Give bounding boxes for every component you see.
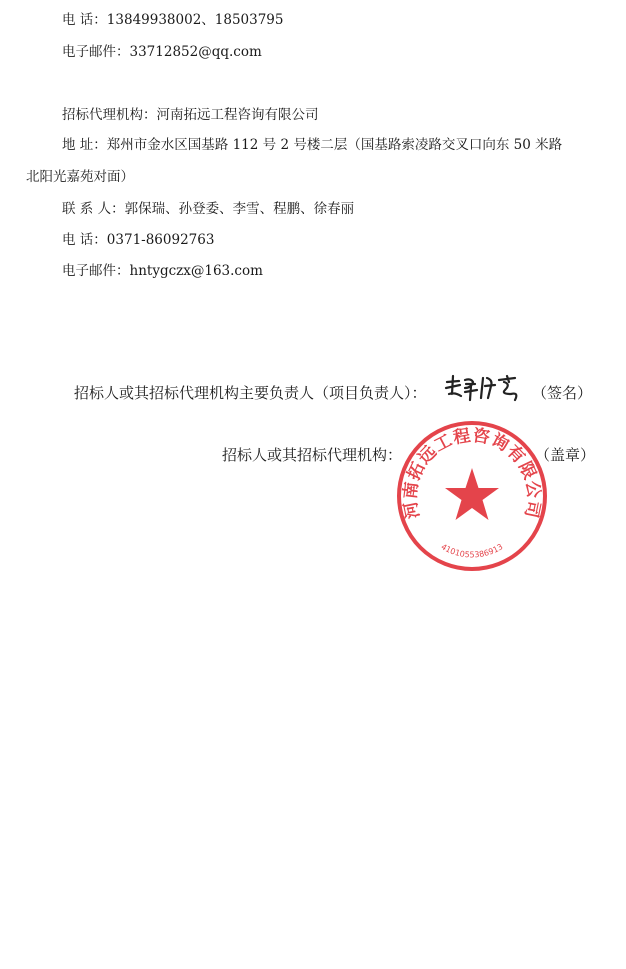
phone-label: 电 话： xyxy=(62,232,107,248)
email-label: 电子邮件： xyxy=(62,263,130,279)
company-seal xyxy=(396,420,548,572)
agency-value: 河南拓远工程咨询有限公司 xyxy=(156,107,319,123)
address-value-line1: 郑州市金水区国基路 112 号 2 号楼二层（国基路索凌路交叉口向东 50 米路 xyxy=(106,137,563,153)
seal-label-line xyxy=(222,446,402,464)
contacts-value: 郭保瑞、孙登委、李雪、程鹏、徐春丽 xyxy=(124,201,355,217)
email-line-2 xyxy=(62,262,263,280)
contacts-line xyxy=(62,200,354,218)
seal-note-text: （盖章） xyxy=(535,446,596,464)
email-line-1 xyxy=(62,43,262,61)
responsible-person-line xyxy=(74,384,427,402)
responsible-person-label: 招标人或其招标代理机构主要负责人（项目负责人）： xyxy=(74,384,427,402)
agency-line xyxy=(62,106,319,124)
email-label: 电子邮件： xyxy=(62,44,130,60)
handwritten-signature xyxy=(441,372,529,406)
email-value: 33712852@qq.com xyxy=(129,44,262,60)
seal-label: 招标人或其招标代理机构： xyxy=(222,446,403,464)
address-line-2 xyxy=(26,168,134,186)
svg-text:4101055386913: 4101055386913 xyxy=(439,542,505,560)
phone-label: 电 话： xyxy=(62,12,107,28)
sign-note xyxy=(532,384,592,402)
agency-label: 招标代理机构： xyxy=(62,107,157,123)
phone-value: 13849938002、18503795 xyxy=(106,12,284,28)
address-value-line2: 北阳光嘉苑对面） xyxy=(26,169,134,185)
phone-line-1 xyxy=(62,11,284,29)
svg-text:河南拓远工程咨询有限公司: 河南拓远工程咨询有限公司 xyxy=(400,425,544,521)
phone-value: 0371-86092763 xyxy=(106,232,215,248)
phone-line-2 xyxy=(62,231,214,249)
address-line xyxy=(62,136,562,154)
sign-note-text: （签名） xyxy=(532,384,593,402)
email-value: hntygczx@163.com xyxy=(129,263,263,279)
address-label: 地 址： xyxy=(62,137,107,153)
contacts-label: 联 系 人： xyxy=(62,201,125,217)
